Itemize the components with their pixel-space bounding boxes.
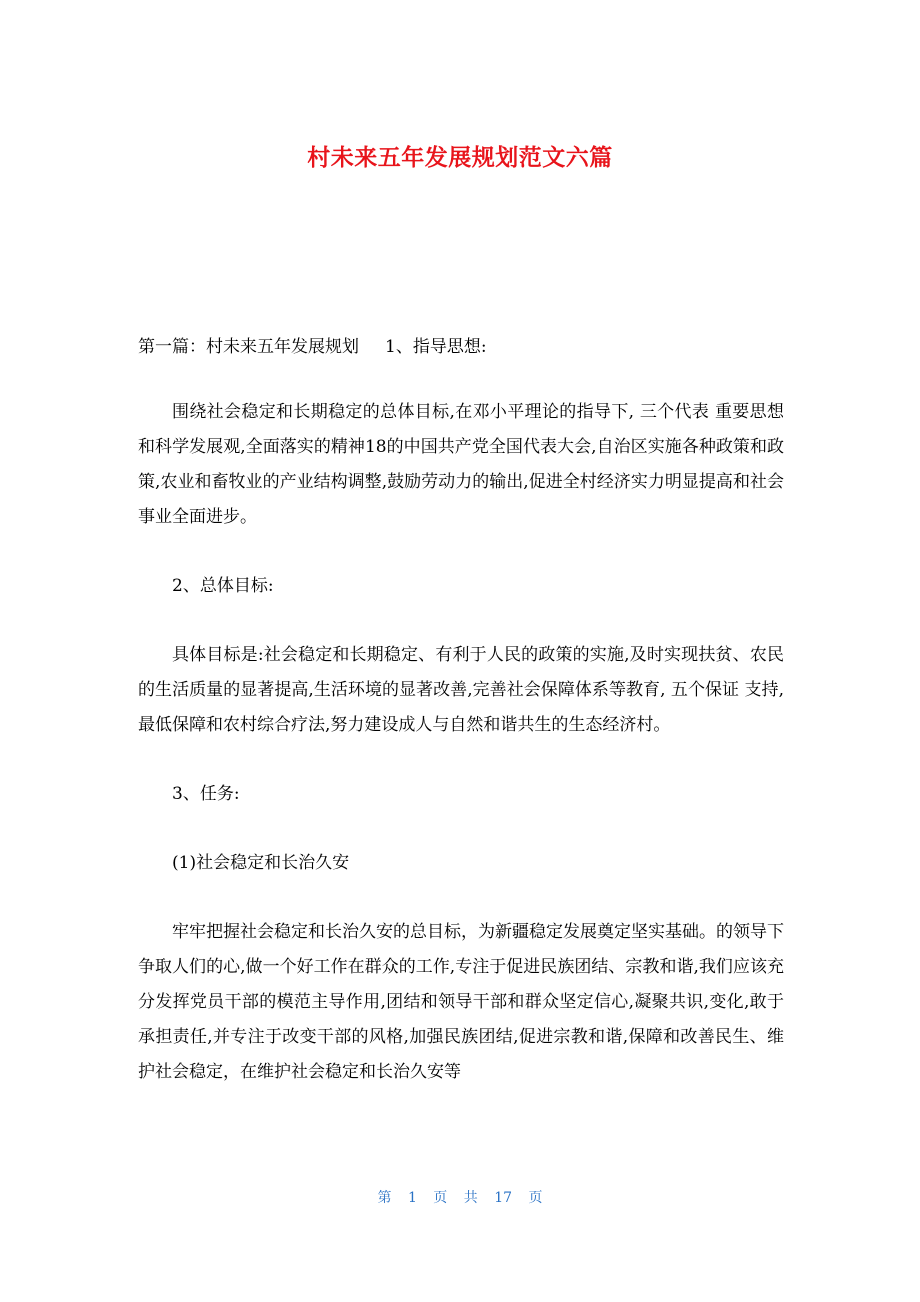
paragraph-2: 具体目标是:社会稳定和长期稳定、有利于人民的政策的实施,及时实现扶贫、农民的生活质量的显著提高,生活环境的显著改善,完善社会保障体系等教育, 五个保证 支持,最低保障和农村综合疗法,努力建设成人与自然和谐共生的生态经济村。	[138, 645, 784, 735]
section1-heading: 1、指导思想:	[385, 337, 487, 357]
section3-heading: 3、任务:	[172, 784, 240, 804]
subsection1-heading: (1)社会稳定和长治久安	[172, 853, 350, 873]
paragraph-1: 围绕社会稳定和长期稳定的总体目标,在邓小平理论的指导下, 三个代表 重要思想和科学发展观,全面落实的精神18的中国共产党全国代表大会,自治区实施各种政策和政策,农业和畜牧业的产业结构调整,鼓励劳动力的输出,促进全村经济实力明显提高和社会事业全面进步。	[138, 402, 784, 527]
page-number-footer: 第 1 页 共 17 页	[377, 1190, 543, 1206]
chapter-heading: 第一篇：村未来五年发展规划	[138, 337, 359, 357]
paragraph-3: 牢牢把握社会稳定和长治久安的总目标，为新疆稳定发展奠定坚实基础。的领导下争取人们的心,做一个好工作在群众的工作,专注于促进民族团结、宗教和谐,我们应该充分发挥党员干部的模范主导作用,团结和领导干部和群众坚定信心,凝聚共识,变化,敢于承担责任,并专注于改变干部的风格,加强民族团结,促进宗教和谐,保障和改善民生、维护社会稳定，在维护社会稳定和长治久安等	[138, 922, 784, 1082]
document-body	[138, 330, 784, 1090]
chapter-heading-line	[138, 330, 784, 365]
section2-heading: 2、总体目标:	[172, 576, 274, 596]
document-title: 村未来五年发展规划范文六篇	[307, 145, 613, 171]
